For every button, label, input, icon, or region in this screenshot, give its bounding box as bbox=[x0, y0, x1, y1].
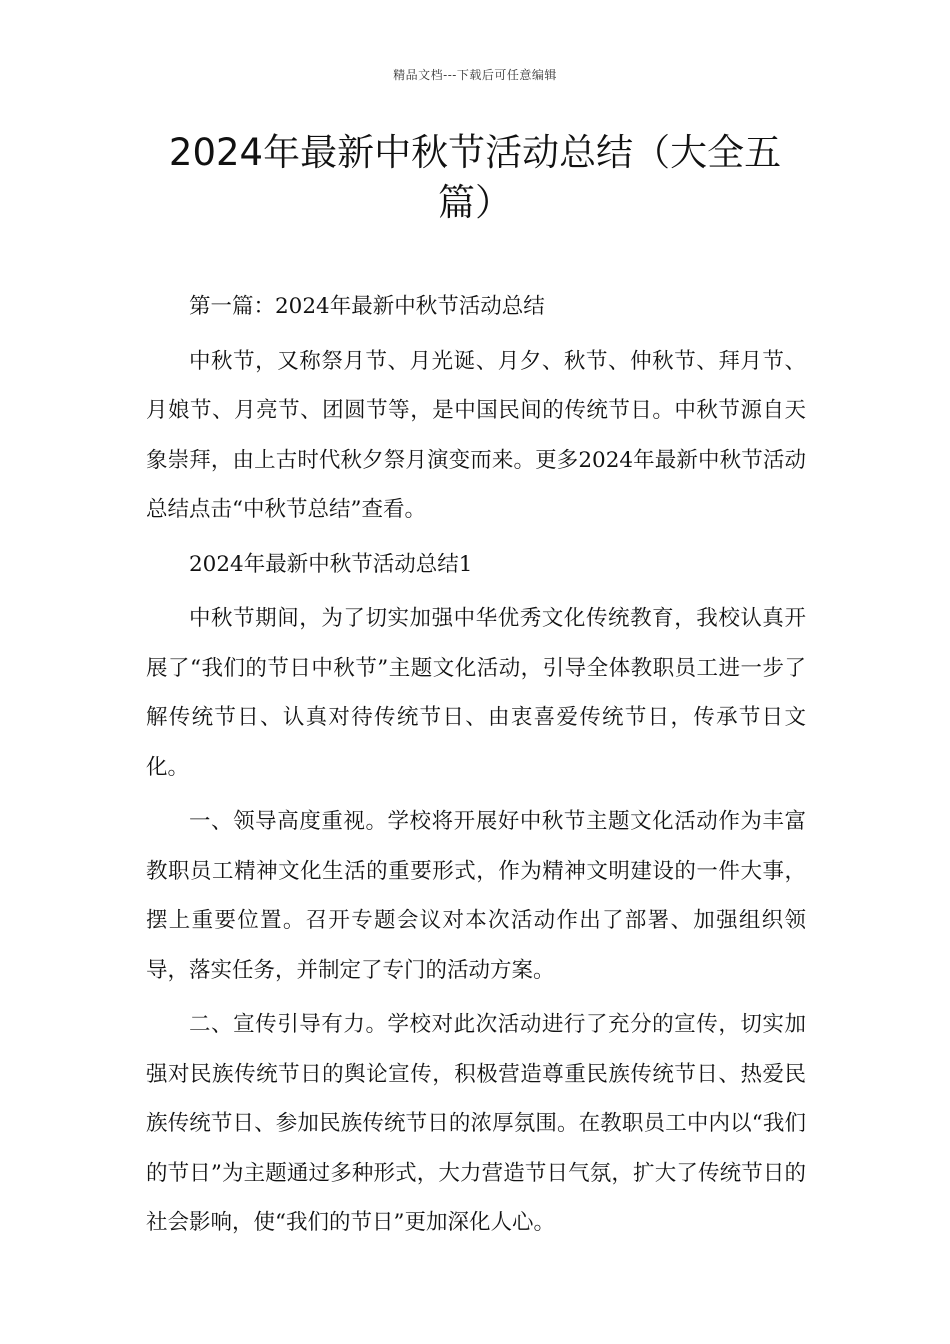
subsection-heading: 2024年最新中秋节活动总结1 bbox=[189, 551, 473, 577]
body-paragraph: 一、领导高度重视。学校将开展好中秋节主题文化活动作为丰富教职员工精神文化生活的重要形式，作为精神文明建设的一件大事，摆上重要位置。召开专题会议对本次活动作出了部署、加强组织领导，落实任务，并制定了专门的活动方案。 bbox=[146, 809, 806, 983]
body-paragraph: 中秋节期间，为了切实加强中华优秀文化传统教育，我校认真开展了“我们的节日中秋节”主题文化活动，引导全体教职员工进一步了解传统节日、认真对待传统节日、由衷喜爱传统节日，传承节日文化。 bbox=[146, 606, 806, 780]
body-paragraph: 二、宣传引导有力。学校对此次活动进行了充分的宣传，切实加强对民族传统节日的舆论宣传，积极营造尊重民族传统节日、热爱民族传统节日、参加民族传统节日的浓厚氛围。在教职员工中内以“我们的节日”为主题通过多种形式，大力营造节日气氛，扩大了传统节日的社会影响，使“我们的节日”更加深化人心。 bbox=[146, 1012, 806, 1235]
section-heading: 第一篇：2024年最新中秋节活动总结 bbox=[189, 294, 545, 319]
body-paragraph: 中秋节，又称祭月节、月光诞、月夕、秋节、仲秋节、拜月节、月娘节、月亮节、团圆节等，是中国民间的传统节日。中秋节源自天象崇拜，由上古时代秋夕祭月演变而来。更多2024年最新中秋节活动总结点击“中秋节总结”查看。 bbox=[146, 348, 806, 522]
page-header: 精品文档---下载后可任意编辑 bbox=[393, 68, 557, 82]
document-body bbox=[146, 282, 806, 1248]
document-title: 2024年最新中秋节活动总结（大全五篇） bbox=[168, 131, 782, 224]
